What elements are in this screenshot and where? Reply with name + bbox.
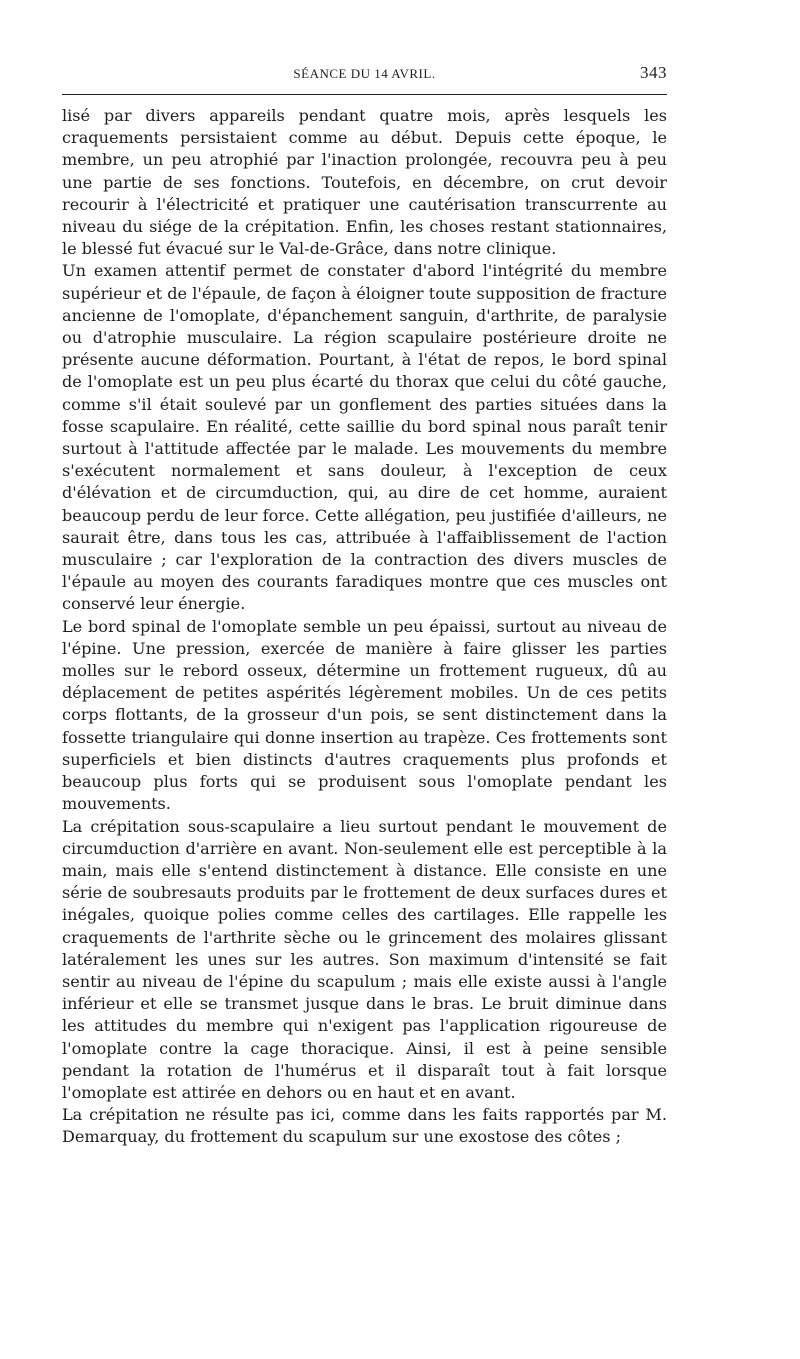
paragraph-continuation: lisé par divers appareils pendant quatre mois, après lesquels les craquements persistaient comme au début. Depuis cette époque, le membre, un peu atrophié par l'inaction prolongée, recouvra peu à peu une partie de ses fonctions. Toutefois, en décembre, on crut devoir recourir à l'électricité et pratiquer une cautérisation transcurrente au niveau du siége de la crépitation. Enfin, les choses restant stationnaires, le blessé fut évacué sur le Val-de-Grâce, dans notre clinique. xyxy=(62,106,667,259)
paragraph-crepitation: La crépitation sous-scapulaire a lieu surtout pendant le mouvement de circumduction d'arrière en avant. Non-seulement elle est perceptible à la main, mais elle s'entend distinctement à distance. Elle consiste en une série de soubresauts produits par le frottement de deux surfaces dures et inégales, quoique polies comme celles des cartilages. Elle rappelle les craquements de l'arthrite sèche ou le grincement des molaires glissant latéralement les unes sur les autres. Son maximum d'intensité se fait sentir au niveau de l'épine du scapulum ; mais elle existe aussi à l'angle inférieur et elle se transmet jusque dans le bras. Le bruit diminue dans les attitudes du membre qui n'exigent pas l'application rigoureuse de l'omoplate contre la cage thoracique. Ainsi, il est à peine sensible pendant la rotation de l'humérus et il disparaît tout à fait lorsque l'omoplate est attirée en dehors ou en haut et en avant. xyxy=(62,816,667,1102)
page-number: 343 xyxy=(640,63,667,82)
running-title: SÉANCE DU 14 AVRIL. xyxy=(293,66,436,81)
running-head xyxy=(62,62,667,88)
body-text xyxy=(62,105,667,1149)
paragraph-examination: Un examen attentif permet de constater d'abord l'intégrité du membre supérieur et de l'épaule, de façon à éloigner toute supposition de fracture ancienne de l'omoplate, d'épanchement sanguin, d'arthrite, de paralysie ou d'atrophie musculaire. La région scapulaire postérieure droite ne présente aucune déformation. Pourtant, à l'état de repos, le bord spinal de l'omoplate est un peu plus écarté du thorax que celui du côté gauche, comme s'il était soulevé par un gonflement des parties situées dans la fosse scapulaire. En réalité, cette saillie du bord spinal nous paraît tenir surtout à l'attitude affectée par le malade. Les mouvements du membre s'exécutent normalement et sans douleur, à l'exception de ceux d'élévation et de circumduction, qui, au dire de cet homme, auraient beaucoup perdu de leur force. Cette allégation, peu justifiée d'ailleurs, ne saurait être, dans tous les cas, attribuée à l'affaiblissement de l'action musculaire ; car l'exploration de la contraction des divers muscles de l'épaule au moyen des courants faradiques montre que ces muscles ont conservé leur énergie. xyxy=(62,261,667,614)
paragraph-spinal-border: Le bord spinal de l'omoplate semble un peu épaissi, surtout au niveau de l'épine. Une pression, exercée de manière à faire glisser les parties molles sur le rebord osseux, détermine un frottement rugueux, dû au déplacement de petites aspérités légèrement mobiles. Un de ces petits corps flottants, de la grosseur d'un pois, se sent distinctement dans la fossette triangulaire qui donne insertion au trapèze. Ces frottements sont superficiels et bien distincts d'autres craquements plus profonds et beaucoup plus forts qui se produisent sous l'omoplate pendant les mouvements. xyxy=(62,616,667,814)
book-page xyxy=(62,62,667,1149)
header-rule xyxy=(62,94,667,95)
paragraph-cause: La crépitation ne résulte pas ici, comme dans les faits rapportés par M. Demarquay, du frottement du scapulum sur une exostose des côtes ; xyxy=(62,1105,667,1147)
